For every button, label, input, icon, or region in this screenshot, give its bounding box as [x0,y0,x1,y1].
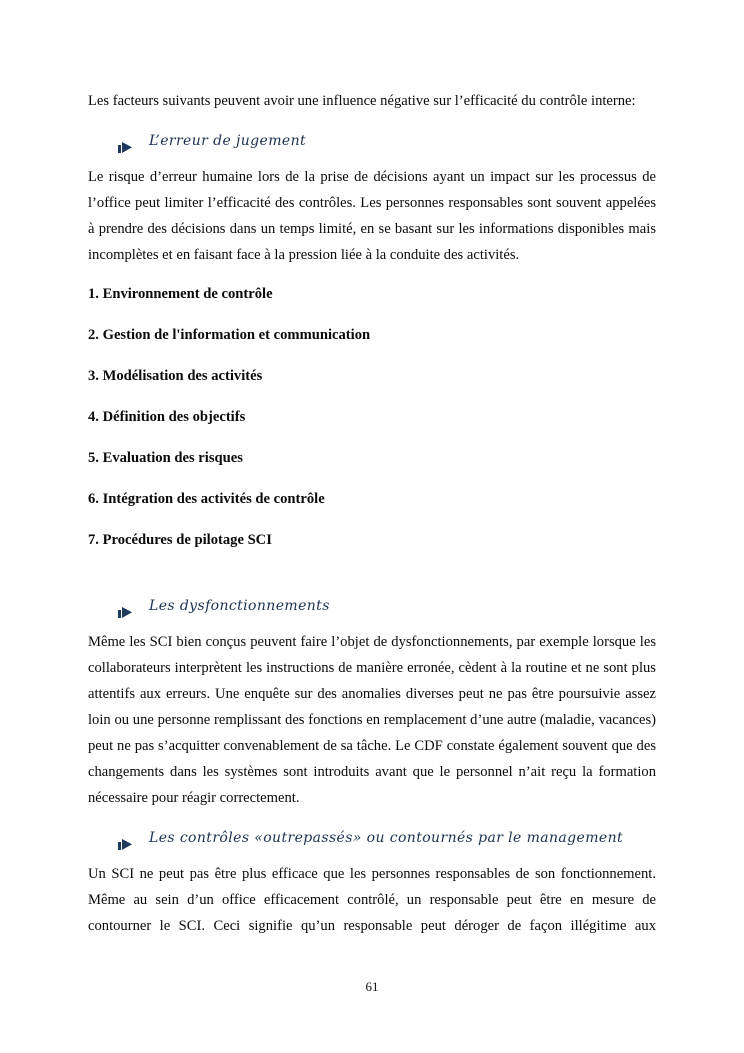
heading-controles-outrepasses [118,825,656,851]
paragraph-erreur-de-jugement: Le risque d’erreur humaine lors de la prise de décisions ayant un impact sur les processus de l’office peut limiter l’efficacité des contrôles. Les personnes responsables sont souvent appelées à prendre des décisions dans un temps limité, en se basant sur les informations disponibles mais incomplètes et en faisant face à la pression liée à la conduite des activités. [88,169,656,263]
page-number: 61 [365,979,379,994]
list-item: 2. Gestion de l'information et communication [88,327,371,343]
list-item: 4. Définition des objectifs [88,409,246,425]
list-item: 7. Procédures de pilotage SCI [88,532,272,548]
heading-dysfonctionnements [118,593,656,619]
sci-components-list [88,281,656,553]
heading-label: L’erreur de jugement [149,133,307,149]
heading-erreur-de-jugement [118,128,656,154]
arrow-bullet-icon [118,136,132,147]
heading-label: Les contrôles «outrepassés» ou contournés par le management [149,830,624,846]
list-item: 5. Evaluation des risques [88,450,243,466]
paragraph-controles-outrepasses: Un SCI ne peut pas être plus efficace que les personnes responsables de son fonctionnement. Même au sein d’un office efficacement contrôlé, un responsable peut être en mesure de contourner le SCI. Ceci signifie qu’un responsable peut déroger de façon illégitime aux [88,866,656,934]
paragraph-dysfonctionnements: Même les SCI bien conçus peuvent faire l’objet de dysfonctionnements, par exemple lorsque les collaborateurs interprètent les instructions de manière erronée, cèdent à la routine et ne sont plus attentifs aux erreurs. Une enquête sur des anomalies diverses peut ne pas être poursuivie assez loin ou une personne remplissant des fonctions en remplacement d’une autre (maladie, vacances) peut ne pas s’acquitter convenablement de sa tâche. Le CDF constate également souvent que des changements dans les systèmes sont introduits avant que le personnel n’ait reçu la formation nécessaire pour réagir correctement. [88,634,656,806]
list-item: 3. Modélisation des activités [88,368,263,384]
arrow-bullet-icon [118,601,132,612]
list-item: 1. Environnement de contrôle [88,286,273,302]
heading-label: Les dysfonctionnements [149,598,330,614]
list-item: 6. Intégration des activités de contrôle [88,491,325,507]
intro-paragraph: Les facteurs suivants peuvent avoir une influence négative sur l’efficacité du contrôle interne: [88,93,636,109]
arrow-bullet-icon [118,833,132,844]
